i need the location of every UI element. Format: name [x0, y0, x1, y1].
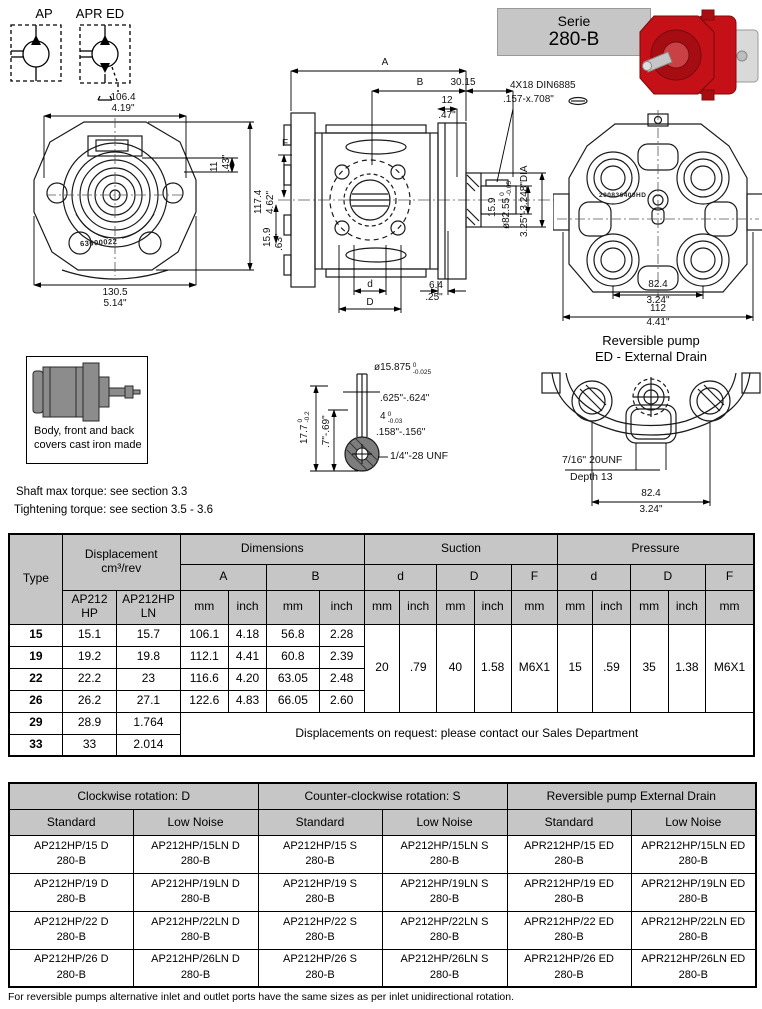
- model-cell: APR212HP/22LN ED 280-B: [631, 911, 756, 949]
- unit-inch: inch: [593, 590, 630, 624]
- unit-mm: mm: [267, 590, 319, 624]
- model-cell: AP212HP/19LN S 280-B: [382, 873, 507, 911]
- casting-marking-back: 200836400HD: [599, 192, 647, 199]
- model-cell: AP212HP/15LN D 280-B: [133, 835, 258, 873]
- dim-front-offset-mm: 11: [209, 161, 220, 172]
- reversible-title-2: ED - External Drain: [595, 349, 707, 364]
- model-cell: AP212HP/19 D 280-B: [9, 873, 133, 911]
- cell-hp: 28.9: [62, 712, 116, 734]
- dim-key-width-in: .158"-.156": [376, 427, 426, 438]
- header-counterclockwise: Counter-clockwise rotation: S: [258, 783, 507, 809]
- displacement-request-note: Displacements on request: please contact our Sales Department: [180, 712, 754, 756]
- cell-b-mm: 56.8: [267, 624, 319, 646]
- shaft-detail: [297, 358, 505, 498]
- dim-back-bolt-in: 3.24": [646, 295, 670, 306]
- pump-silhouette: [30, 361, 144, 423]
- unit-inch: inch: [228, 590, 266, 624]
- model-cell: APR212HP/15LN ED 280-B: [631, 835, 756, 873]
- cell-pressure-d-in: .59: [593, 624, 630, 712]
- unit-mm: mm: [558, 590, 593, 624]
- header-displacement-line1: Displacement: [84, 547, 158, 562]
- spec-table: [8, 533, 755, 757]
- dim-pilot-dia-in: 3.25"-3.248"DIA: [519, 165, 530, 237]
- cell-a-mm: 122.6: [180, 690, 228, 712]
- cell-b-mm: 63.05: [267, 668, 319, 690]
- unit-inch: inch: [319, 590, 364, 624]
- cell-type: 15: [9, 624, 62, 646]
- dim-front-base-mm: 130.5: [102, 287, 128, 298]
- model-cell: AP212HP/15 D 280-B: [9, 835, 133, 873]
- cell-ln: 23: [117, 668, 180, 690]
- header-suction-D: D: [437, 564, 511, 590]
- dim-12-in: .47": [438, 110, 456, 121]
- cell-pressure-f: M6X1: [706, 624, 754, 712]
- model-codes-table: [8, 782, 757, 988]
- dim-b: B: [416, 77, 424, 88]
- header-suction-f: F: [511, 564, 557, 590]
- cell-pressure-D-in: 1.38: [668, 624, 705, 712]
- table-row: [9, 949, 756, 987]
- dim-left-in: .63": [274, 233, 285, 251]
- table-row: [9, 911, 756, 949]
- casting-marking-front: 63600022: [79, 236, 118, 249]
- header-clockwise: Clockwise rotation: D: [9, 783, 258, 809]
- unit-mm: mm: [180, 590, 228, 624]
- cell-type: 26: [9, 690, 62, 712]
- dim-3015: 30.15: [450, 77, 476, 88]
- header-displacement: [62, 534, 180, 590]
- dim-left-mm: 15.9: [262, 227, 273, 247]
- cell-pressure-d-mm: 15: [558, 624, 593, 712]
- unit-mm: mm: [511, 590, 557, 624]
- model-cell: AP212HP/26 S 280-B: [258, 949, 382, 987]
- cell-ln: 2.014: [117, 734, 180, 756]
- cell-type: 19: [9, 646, 62, 668]
- cell-a-mm: 116.6: [180, 668, 228, 690]
- unit-inch: inch: [474, 590, 511, 624]
- cell-a-in: 4.20: [228, 668, 266, 690]
- header-standard: Standard: [507, 809, 631, 835]
- model-cell: AP212HP/19LN D 280-B: [133, 873, 258, 911]
- symbol-apred-label: APR ED: [75, 6, 125, 21]
- cell-ln: 19.8: [117, 646, 180, 668]
- dim-64-in: .25": [425, 292, 443, 303]
- series-label: Serie: [557, 13, 591, 29]
- dim-key-width: 4 0 -0.03: [380, 411, 403, 425]
- cell-suction-d-mm: 20: [364, 624, 399, 712]
- cell-a-in: 4.41: [228, 646, 266, 668]
- header-col-hp: AP212 HP: [62, 590, 116, 624]
- dim-reversible-mm: 82.4: [641, 488, 661, 499]
- unit-mm: mm: [437, 590, 474, 624]
- header-pressure-D: D: [630, 564, 705, 590]
- cell-ln: 27.1: [117, 690, 180, 712]
- dim-back-bolt-mm: 82.4: [648, 279, 668, 290]
- cell-suction-D-mm: 40: [437, 624, 474, 712]
- dim-shaft-dia: ø15.875 0 -0.025: [374, 362, 432, 376]
- cell-b-in: 2.60: [319, 690, 364, 712]
- cell-a-in: 4.83: [228, 690, 266, 712]
- table-row: [9, 712, 754, 734]
- material-info-box: [26, 356, 148, 464]
- reversible-pump-section: [540, 333, 762, 523]
- model-cell: AP212HP/22 D 280-B: [9, 911, 133, 949]
- series-value: 280-B: [548, 29, 600, 50]
- dim-front-base-in: 5.14": [103, 298, 127, 309]
- product-photo: [636, 4, 760, 106]
- dim-front-height-mm: 117.4: [253, 189, 264, 214]
- dim-shaft-length-in: .7"-.69": [321, 415, 332, 448]
- dim-d-big: D: [366, 297, 374, 308]
- model-cell: AP212HP/22 S 280-B: [258, 911, 382, 949]
- model-cell: AP212HP/26 D 280-B: [9, 949, 133, 987]
- dim-a: A: [381, 57, 389, 68]
- footer-note: For reversible pumps alternative inlet and outlet ports have the same sizes as per inlet unidirectional rotation.: [8, 991, 515, 1003]
- cell-suction-D-in: 1.58: [474, 624, 511, 712]
- model-cell: AP212HP/19 S 280-B: [258, 873, 382, 911]
- model-cell: AP212HP/26LN D 280-B: [133, 949, 258, 987]
- cell-type: 33: [9, 734, 62, 756]
- cell-hp: 15.1: [62, 624, 116, 646]
- table-row: [9, 873, 756, 911]
- reversible-title-1: Reversible pump: [602, 333, 700, 348]
- cell-suction-d-in: .79: [400, 624, 437, 712]
- header-suction-d: d: [364, 564, 436, 590]
- cell-a-mm: 112.1: [180, 646, 228, 668]
- dim-back-width-mm: 112: [650, 303, 666, 314]
- model-cell: APR212HP/26 ED 280-B: [507, 949, 631, 987]
- material-note-line1: Body, front and back: [34, 425, 135, 437]
- header-type: Type: [9, 534, 62, 624]
- cell-pressure-D-mm: 35: [630, 624, 668, 712]
- reversible-depth: Depth 13: [570, 471, 613, 483]
- dim-64-mm: 6.4: [429, 280, 443, 291]
- dim-f: F: [281, 138, 289, 149]
- back-view: [553, 108, 762, 332]
- material-note-line2: covers cast iron made: [34, 439, 142, 451]
- header-low-noise: Low Noise: [382, 809, 507, 835]
- cell-b-mm: 66.05: [267, 690, 319, 712]
- key-note-line1: 4X18 DIN6885: [510, 80, 576, 91]
- cell-hp: 33: [62, 734, 116, 756]
- cell-type: 22: [9, 668, 62, 690]
- cell-ln: 1.764: [117, 712, 180, 734]
- tightening-torque-note: Tightening torque: see section 3.5 - 3.6: [14, 504, 214, 516]
- model-cell: APR212HP/19LN ED 280-B: [631, 873, 756, 911]
- cell-a-in: 4.18: [228, 624, 266, 646]
- unit-inch: inch: [668, 590, 705, 624]
- model-cell: AP212HP/22LN D 280-B: [133, 911, 258, 949]
- header-reversible-ed: Reversible pump External Drain: [507, 783, 756, 809]
- cell-type: 29: [9, 712, 62, 734]
- cell-b-mm: 60.8: [267, 646, 319, 668]
- cell-a-mm: 106.1: [180, 624, 228, 646]
- model-cell: APR212HP/19 ED 280-B: [507, 873, 631, 911]
- unit-mm: mm: [364, 590, 399, 624]
- front-view-drawing: [28, 92, 280, 318]
- dim-shaft-dia-mm: 15.9: [487, 197, 498, 217]
- cell-hp: 22.2: [62, 668, 116, 690]
- reversible-thread: 7/16" 20UNF: [562, 454, 623, 466]
- model-cell: APR212HP/22 ED 280-B: [507, 911, 631, 949]
- symbol-ap-label: AP: [35, 6, 53, 21]
- cell-hp: 26.2: [62, 690, 116, 712]
- cell-b-in: 2.48: [319, 668, 364, 690]
- header-standard: Standard: [9, 809, 133, 835]
- header-col-ln: AP212HP LN: [117, 590, 180, 624]
- dim-pilot-dia-mm: ø82.55 0 -0.05: [499, 181, 513, 229]
- cell-b-in: 2.39: [319, 646, 364, 668]
- model-cell: AP212HP/15LN S 280-B: [382, 835, 507, 873]
- cell-ln: 15.7: [117, 624, 180, 646]
- cell-b-in: 2.28: [319, 624, 364, 646]
- header-standard: Standard: [258, 809, 382, 835]
- table-row: [9, 835, 756, 873]
- model-cell: AP212HP/22LN S 280-B: [382, 911, 507, 949]
- dim-shaft-thread: 1/4"-28 UNF: [390, 450, 448, 462]
- header-pressure: Pressure: [558, 534, 754, 564]
- dim-shaft-length-mm: 17.7 0 -0.2: [297, 411, 311, 444]
- model-cell: APR212HP/15 ED 280-B: [507, 835, 631, 873]
- model-cell: AP212HP/26LN S 280-B: [382, 949, 507, 987]
- unit-mm: mm: [630, 590, 668, 624]
- dim-d-small: d: [367, 279, 373, 290]
- header-pressure-f: F: [706, 564, 754, 590]
- header-dim-b: B: [267, 564, 365, 590]
- unit-inch: inch: [400, 590, 437, 624]
- cell-hp: 19.2: [62, 646, 116, 668]
- table-row: [9, 624, 754, 646]
- dim-front-height-in: 4.62": [265, 190, 276, 214]
- front-view: [28, 92, 280, 318]
- dim-front-offset-in: .43": [221, 154, 232, 172]
- model-cell: AP212HP/15 S 280-B: [258, 835, 382, 873]
- cell-suction-f: M6X1: [511, 624, 557, 712]
- header-pressure-d: d: [558, 564, 630, 590]
- dim-shaft-dia-in: .625"-.624": [380, 393, 430, 404]
- key-note-line2: .157-x.708": [503, 94, 554, 105]
- unit-mm: mm: [706, 590, 754, 624]
- header-dim-a: A: [180, 564, 267, 590]
- header-suction: Suction: [364, 534, 557, 564]
- series-badge: [497, 8, 651, 56]
- header-low-noise: Low Noise: [133, 809, 258, 835]
- header-displacement-line2: cm³/rev: [101, 561, 142, 576]
- shaft-torque-note: Shaft max torque: see section 3.3: [16, 486, 188, 498]
- dim-back-width-in: 4.41": [646, 317, 670, 328]
- dim-front-width-mm: 106.4: [110, 92, 136, 103]
- dim-reversible-in: 3.24": [639, 504, 663, 515]
- dim-12-mm: 12: [441, 95, 453, 106]
- header-dimensions: Dimensions: [180, 534, 364, 564]
- model-cell: APR212HP/26LN ED 280-B: [631, 949, 756, 987]
- dim-front-width-in: 4.19": [111, 103, 135, 114]
- header-low-noise: Low Noise: [631, 809, 756, 835]
